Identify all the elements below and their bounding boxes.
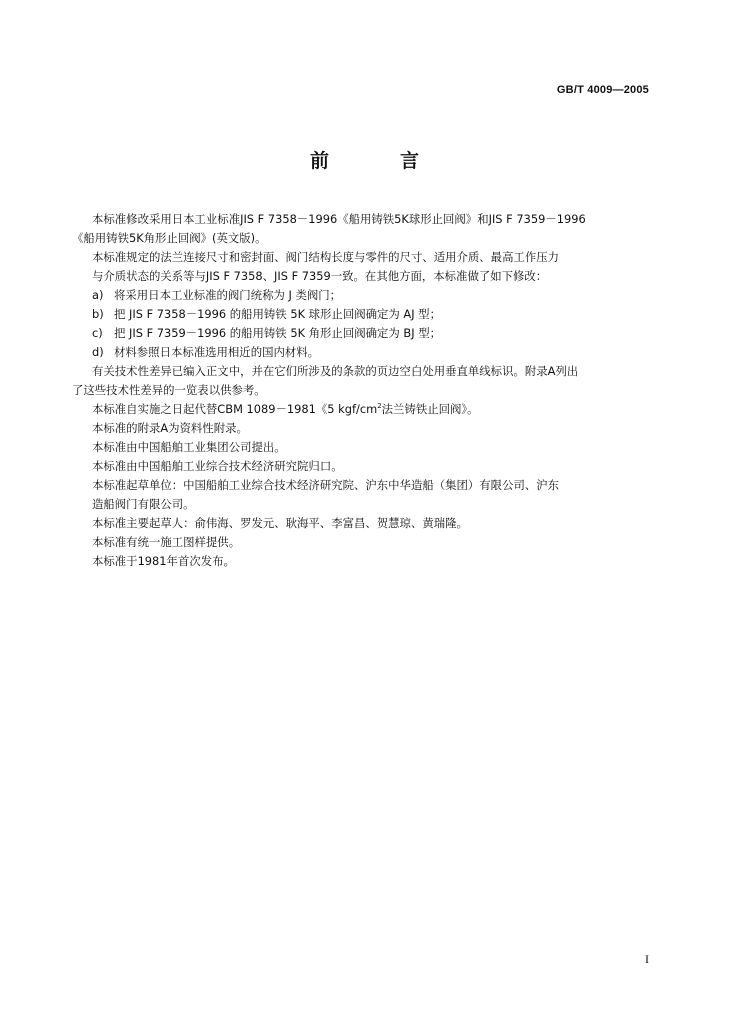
- replacement-prefix: 本标准自实施之日起代替CBM 1089－1981《5 kgf/cm: [92, 402, 378, 416]
- list-marker: d): [92, 345, 104, 359]
- list-item: [72, 343, 662, 362]
- paragraph-replacement: [72, 400, 662, 419]
- document-body: [72, 210, 662, 571]
- paragraph-scope-line-2: 与介质状态的关系等与JIS F 7358、JIS F 7359一致。在其他方面，本标准做了如下修改：: [92, 269, 548, 283]
- paragraph-first-issue: 本标准于1981年首次发布。: [92, 554, 235, 568]
- paragraph-drawings: 本标准有统一施工图样提供。: [92, 535, 241, 549]
- paragraph-tech-diff-line-1: 有关技术性差异已编入正文中，并在它们所涉及的条款的页边空白处用垂直单线标识。附录A列出: [92, 364, 579, 378]
- list-text: 把 JIS F 7358－1996 的船用铸铁 5K 球形止回阀确定为 AJ 型；: [114, 307, 441, 321]
- list-text: 把 JIS F 7359－1996 的船用铸铁 5K 角形止回阀确定为 BJ 型；: [114, 326, 441, 340]
- list-text: 材料参照日本标准选用相近的国内材料。: [114, 345, 320, 359]
- paragraph-drafters: 本标准主要起草人：俞伟海、罗发元、耿海平、李富昌、贺慧琼、黄瑞隆。: [92, 516, 468, 530]
- paragraph-centralized: 本标准由中国船舶工业综合技术经济研究院归口。: [92, 459, 343, 473]
- list-item: [72, 324, 662, 343]
- replacement-suffix: 法兰铸铁止回阀》。: [381, 402, 479, 416]
- paragraph-proposer: 本标准由中国船舶工业集团公司提出。: [92, 440, 286, 454]
- paragraph-adoption-line-2: 《船用铸铁5K角形止回阀》(英文版)。: [72, 231, 267, 245]
- list-item: [72, 286, 662, 305]
- paragraph-adoption-line-1: 本标准修改采用日本工业标准JIS F 7358－1996《船用铸铁5K球形止回阀》和JIS F 7359－1996: [92, 212, 586, 226]
- list-marker: c): [92, 326, 103, 340]
- list-item: [72, 305, 662, 324]
- list-marker: b): [92, 307, 104, 321]
- paragraph-drafting-units-line-2: 造船阀门有限公司。: [92, 497, 195, 511]
- list-marker: a): [92, 288, 104, 302]
- paragraph-drafting-units-line-1: 本标准起草单位：中国船舶工业综合技术经济研究院、沪东中华造船（集团）有限公司、沪东: [92, 478, 560, 492]
- page-title: 前 言: [309, 150, 445, 172]
- standard-code: GB/T 4009—2005: [556, 84, 649, 96]
- paragraph-appendix: 本标准的附录A为资料性附录。: [92, 421, 248, 435]
- list-text: 将采用日本工业标准的阀门统称为 J 类阀门；: [114, 288, 342, 302]
- paragraph-scope-line-1: 本标准规定的法兰连接尺寸和密封面、阀门结构长度与零件的尺寸、适用介质、最高工作压力: [92, 250, 560, 264]
- replacement-superscript: 2: [377, 402, 382, 411]
- page-number: I: [645, 952, 649, 966]
- paragraph-tech-diff-line-2: 了这些技术性差异的一览表以供参考。: [72, 383, 266, 397]
